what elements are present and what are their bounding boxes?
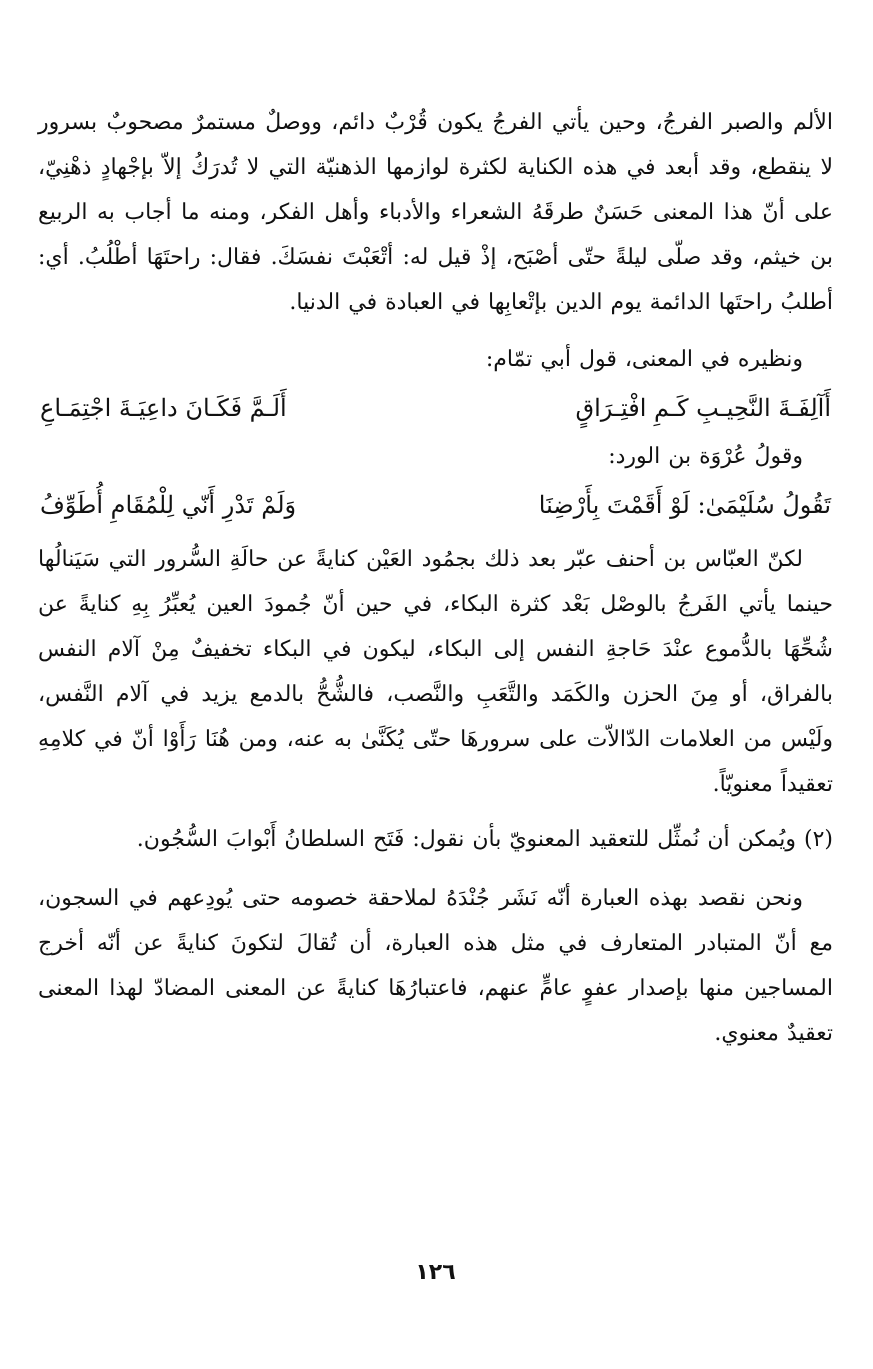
paragraph-body-prisons: ونحن نقصد بهذه العبارة أنّه نَشَر جُنْدَهُ لملاحقة خصومه حتى يُودِعهم في السجون، مع أنّ المتبادر المتعارف في مثل هذه العبارة، أن تُقالَ لتكونَ كنايةً عن أنّه أخرج المساجين منها بإصدار عفوٍ عامٍّ عنهم، فاعتبارُهَا كنايةً عن المعنى المضادّ لهذا المعنى تعقيدٌ معنوي.: [38, 886, 833, 1046]
page-number: ١٢٦: [415, 1260, 456, 1285]
verse-urwa: [38, 479, 833, 531]
paragraph-body-abbas: لكنّ العبّاس بن أحنف عبّر بعد ذلك بجمُود العَيْن كنايةً عن حالَةِ السُّرور التي سَيَنالُها حينما يأتي الفَرجُ بالوصْل بَعْد كثرة البكاء، في حين أنّ جُمودَ العين يُعبِّرُ بِهِ كنايةً عن شُحِّهَا بالدُّموع عنْدَ حَاجةِ النفس إلى البكاء، ليكون في البكاء تخفيفٌ مِنْ آلام النفس بالفراق، أو مِنَ الحزن والكَمَد والتَّعَبِ والنَّصب، فالشُّحُّ بالدمع يزيد في آلام النَّفس، ولَيْس من العلامات الدّالاّت على سرورهَا حتّى يُكَنَّىٰ به عنه، ومن هُنَا رَأَوْا أنّ في كلامِهِ تعقيداً معنويّاً.: [38, 547, 833, 797]
verse-intro-abu-tammam: ونظيره في المعنى، قول أبي تمّام:: [485, 347, 803, 372]
verse-abu-tammam-second-hemistich: أَلَـمَّ فَكَـانَ داعِيَـةَ اجْتِمَـاعِ: [40, 394, 287, 422]
verse-abu-tammam: [38, 382, 833, 434]
verse-urwa-second-hemistich: وَلَمْ تَدْرِ أَنّي لِلْمُقَامِ أُطَوِّفُ: [40, 491, 297, 519]
paragraph-example-2: (٢) ويُمكن أن نُمثِّل للتعقيد المعنويّ بأن نقول: فَتَح السلطانُ أَبْوابَ السُّجُون.: [136, 827, 833, 852]
verse-abu-tammam-first-hemistich: أَآلِفَـةَ النَّحِيـبِ كَـمِ افْتِـرَاقٍ: [575, 394, 831, 422]
verse-intro-urwa: وقولُ عُرْوَة بن الورد:: [608, 444, 803, 469]
verse-urwa-first-hemistich: تَقُولُ سُلَيْمَىٰ: لَوْ أَقَمْتَ بِأَرْضِنَا: [538, 491, 831, 519]
paragraph-body-1: الألم والصبر الفرجُ، وحين يأتي الفرجُ يكون قُرْبٌ دائم، ووصلٌ مستمرٌ مصحوبٌ بسرور لا ينقطع، وقد أبعد في هذه الكناية لكثرة لوازمها الذهنيّة التي لا تُدرَكُ إلاّ بإجْهادٍ ذهْنِيّ، على أنّ هذا المعنى حَسَنٌ طرقَهُ الشعراء والأدباء وأهل الفكر، ومنه ما أجاب به الربيع بن خيثم، وقد صلّى ليلةً حتّى أصْبَح، إذْ قيل له: أتْعَبْتَ نفسَكَ. فقال: راحتَهَا أطْلُبُ. أي: أطلبُ راحتَها الدائمة يوم الدين بإتْعابِها في العبادة في الدنيا.: [38, 110, 833, 315]
book-page: [38, 100, 833, 1340]
